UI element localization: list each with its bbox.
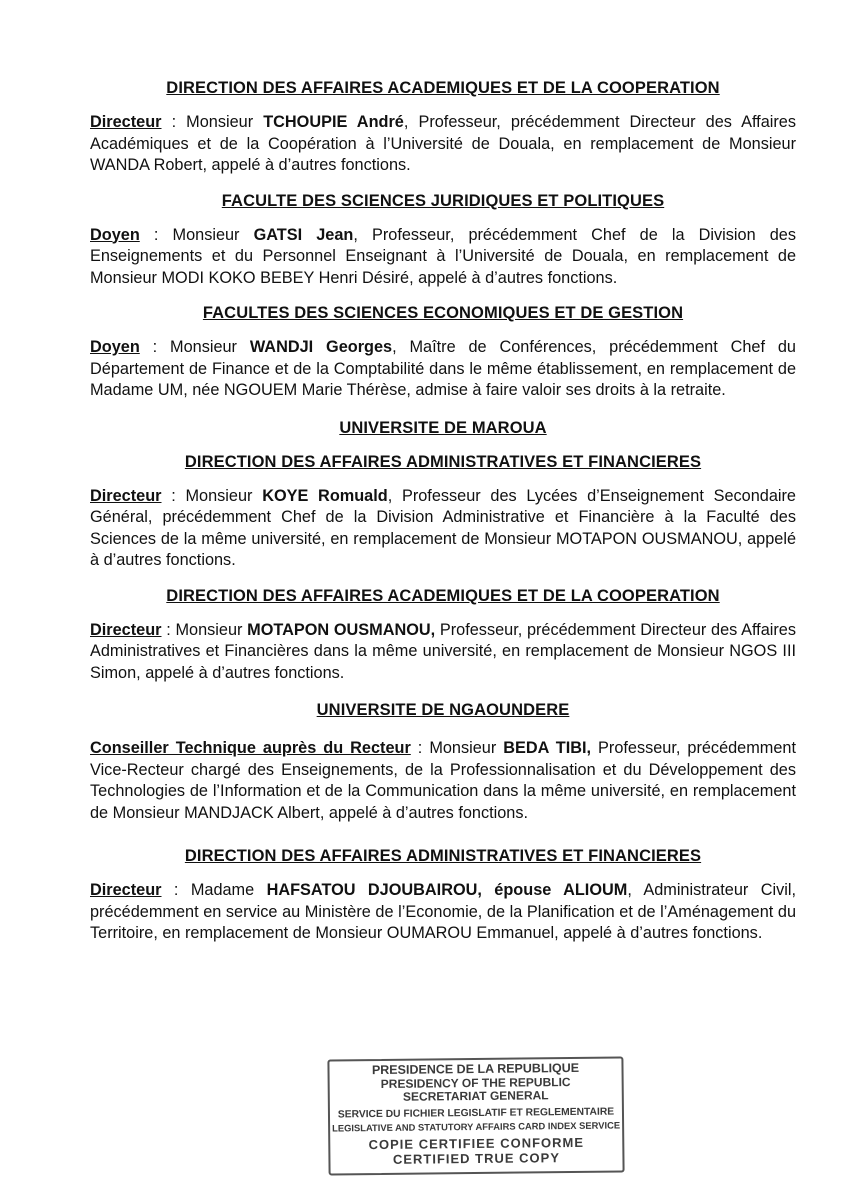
appointee-name: WANDJI Georges	[249, 338, 393, 356]
section-heading: DIRECTION DES AFFAIRES ADMINISTRATIVES ET FINANCIERES	[184, 847, 702, 865]
appointee-name: GATSI Jean	[253, 225, 354, 244]
appointment-paragraph	[90, 337, 796, 402]
appointment-details: Professeur, précédemment Directeur des Affaires Administratives et Financières dans la même université, en remplacement de Monsieur NGOS III Simon, appelé à d’autres fonctions.	[90, 620, 796, 682]
appointment-details: , Administrateur Civil, précédemment en service au Ministère de l’Economie, de la Planification et de l’Aménagement du Territoire, en remplacement de Monsieur OUMAROU Emmanuel, appelé à d’autres fonctions.	[90, 881, 796, 942]
appointment-details: , Professeur, précédemment Directeur des Affaires Académiques et de la Coopération à l’Université de Douala, en remplacement de Monsieur WANDA Robert, appelé à d’autres fonctions.	[90, 113, 796, 174]
university-heading: UNIVERSITE DE NGAOUNDERE	[316, 701, 570, 719]
stamp-line: SECRETARIAT GENERAL	[402, 1088, 549, 1104]
section-heading: FACULTE DES SCIENCES JURIDIQUES ET POLITIQUES	[221, 191, 665, 210]
role-separator: :	[161, 881, 191, 899]
appointment-details: Professeur, précédemment Vice-Recteur chargé des Enseignements, de la Professionnalisation et du Développement des Technologies de l’Information et de la Communication dans la même université, en remplacement de Monsieur MANDJACK Albert, appelé à d’autres fonctions.	[90, 739, 796, 822]
appointee-name: HAFSATOU DJOUBAIROU, épouse ALIOUM	[266, 881, 628, 899]
university-heading: UNIVERSITE DE MAROUA	[339, 418, 547, 437]
appointee-name: MOTAPON OUSMANOU,	[247, 620, 436, 639]
role-title: Conseiller Technique auprès du Recteur	[90, 739, 411, 757]
appointee-name: BEDA TIBI,	[503, 739, 592, 757]
appointment-details: , Professeur, précédemment Chef de la Division des Enseignements et du Personnel Enseignant à l’Université de Douala, en remplacement de Monsieur MODI KOKO BEBEY Henri Désiré, appelé à d’autres fonctions.	[90, 225, 796, 287]
role-separator: :	[161, 113, 187, 131]
appointment-paragraph	[90, 225, 796, 290]
stamp-line: PRESIDENCE DE LA REPUBLIQUE	[371, 1060, 580, 1078]
honorific: Monsieur	[429, 739, 504, 757]
honorific: Monsieur	[186, 113, 264, 131]
appointee-name: TCHOUPIE André	[263, 113, 404, 131]
honorific: Monsieur	[175, 620, 248, 639]
role-separator: :	[139, 225, 173, 244]
stamp-line: PRESIDENCY OF THE REPUBLIC	[380, 1074, 571, 1091]
section-heading: FACULTES DES SCIENCES ECONOMIQUES ET DE GESTION	[202, 304, 684, 322]
appointment-paragraph	[90, 620, 796, 685]
appointment-paragraph	[90, 880, 796, 945]
appointment-paragraph	[90, 738, 796, 824]
role-title: Directeur	[90, 881, 162, 899]
appointment-details: , Maître de Conférences, précédemment Chef du Département de Finance et de la Comptabilité dans le même établissement, en remplacement de Madame UM, née NGOUEM Marie Thérèse, admise à faire valoir ses droits à la retraite.	[90, 338, 796, 399]
section-heading: DIRECTION DES AFFAIRES ADMINISTRATIVES ET FINANCIERES	[184, 452, 702, 471]
document-page	[90, 72, 796, 945]
stamp-line: LEGISLATIVE AND STATUTORY AFFAIRS CARD INDEX SERVICE	[332, 1119, 621, 1134]
role-title: Directeur	[90, 113, 162, 131]
honorific: Monsieur	[172, 225, 254, 244]
honorific: Monsieur	[185, 486, 263, 505]
appointment-details: , Professeur des Lycées d’Enseignement Secondaire Général, précédemment Chef de la Division Administrative et Financière à la Faculté des Sciences de la même université, en remplacement de Monsieur MOTAPON OUSMANOU, appelé à d’autres fonctions.	[90, 486, 796, 569]
section-heading: DIRECTION DES AFFAIRES ACADEMIQUES ET DE LA COOPERATION	[166, 79, 720, 97]
section-heading: DIRECTION DES AFFAIRES ACADEMIQUES ET DE LA COOPERATION	[166, 586, 720, 605]
certification-stamp	[327, 1056, 624, 1175]
role-separator: :	[139, 338, 171, 356]
appointment-paragraph	[90, 486, 796, 572]
stamp-line: CERTIFIED TRUE COPY	[392, 1149, 561, 1167]
honorific: Madame	[190, 881, 267, 899]
role-title: Doyen	[90, 225, 140, 244]
stamp-line: COPIE CERTIFIEE CONFORME	[368, 1134, 585, 1152]
honorific: Monsieur	[170, 338, 250, 356]
role-title: Doyen	[90, 338, 140, 356]
role-title: Directeur	[90, 620, 162, 639]
stamp-line: SERVICE DU FICHIER LEGISLATIF ET REGLEMENTAIRE	[337, 1106, 615, 1120]
appointment-paragraph	[90, 112, 796, 177]
role-title: Directeur	[90, 486, 162, 505]
role-separator: :	[410, 739, 430, 757]
appointee-name: KOYE Romuald	[262, 486, 388, 505]
role-separator: :	[161, 486, 186, 505]
role-separator: :	[161, 620, 176, 639]
